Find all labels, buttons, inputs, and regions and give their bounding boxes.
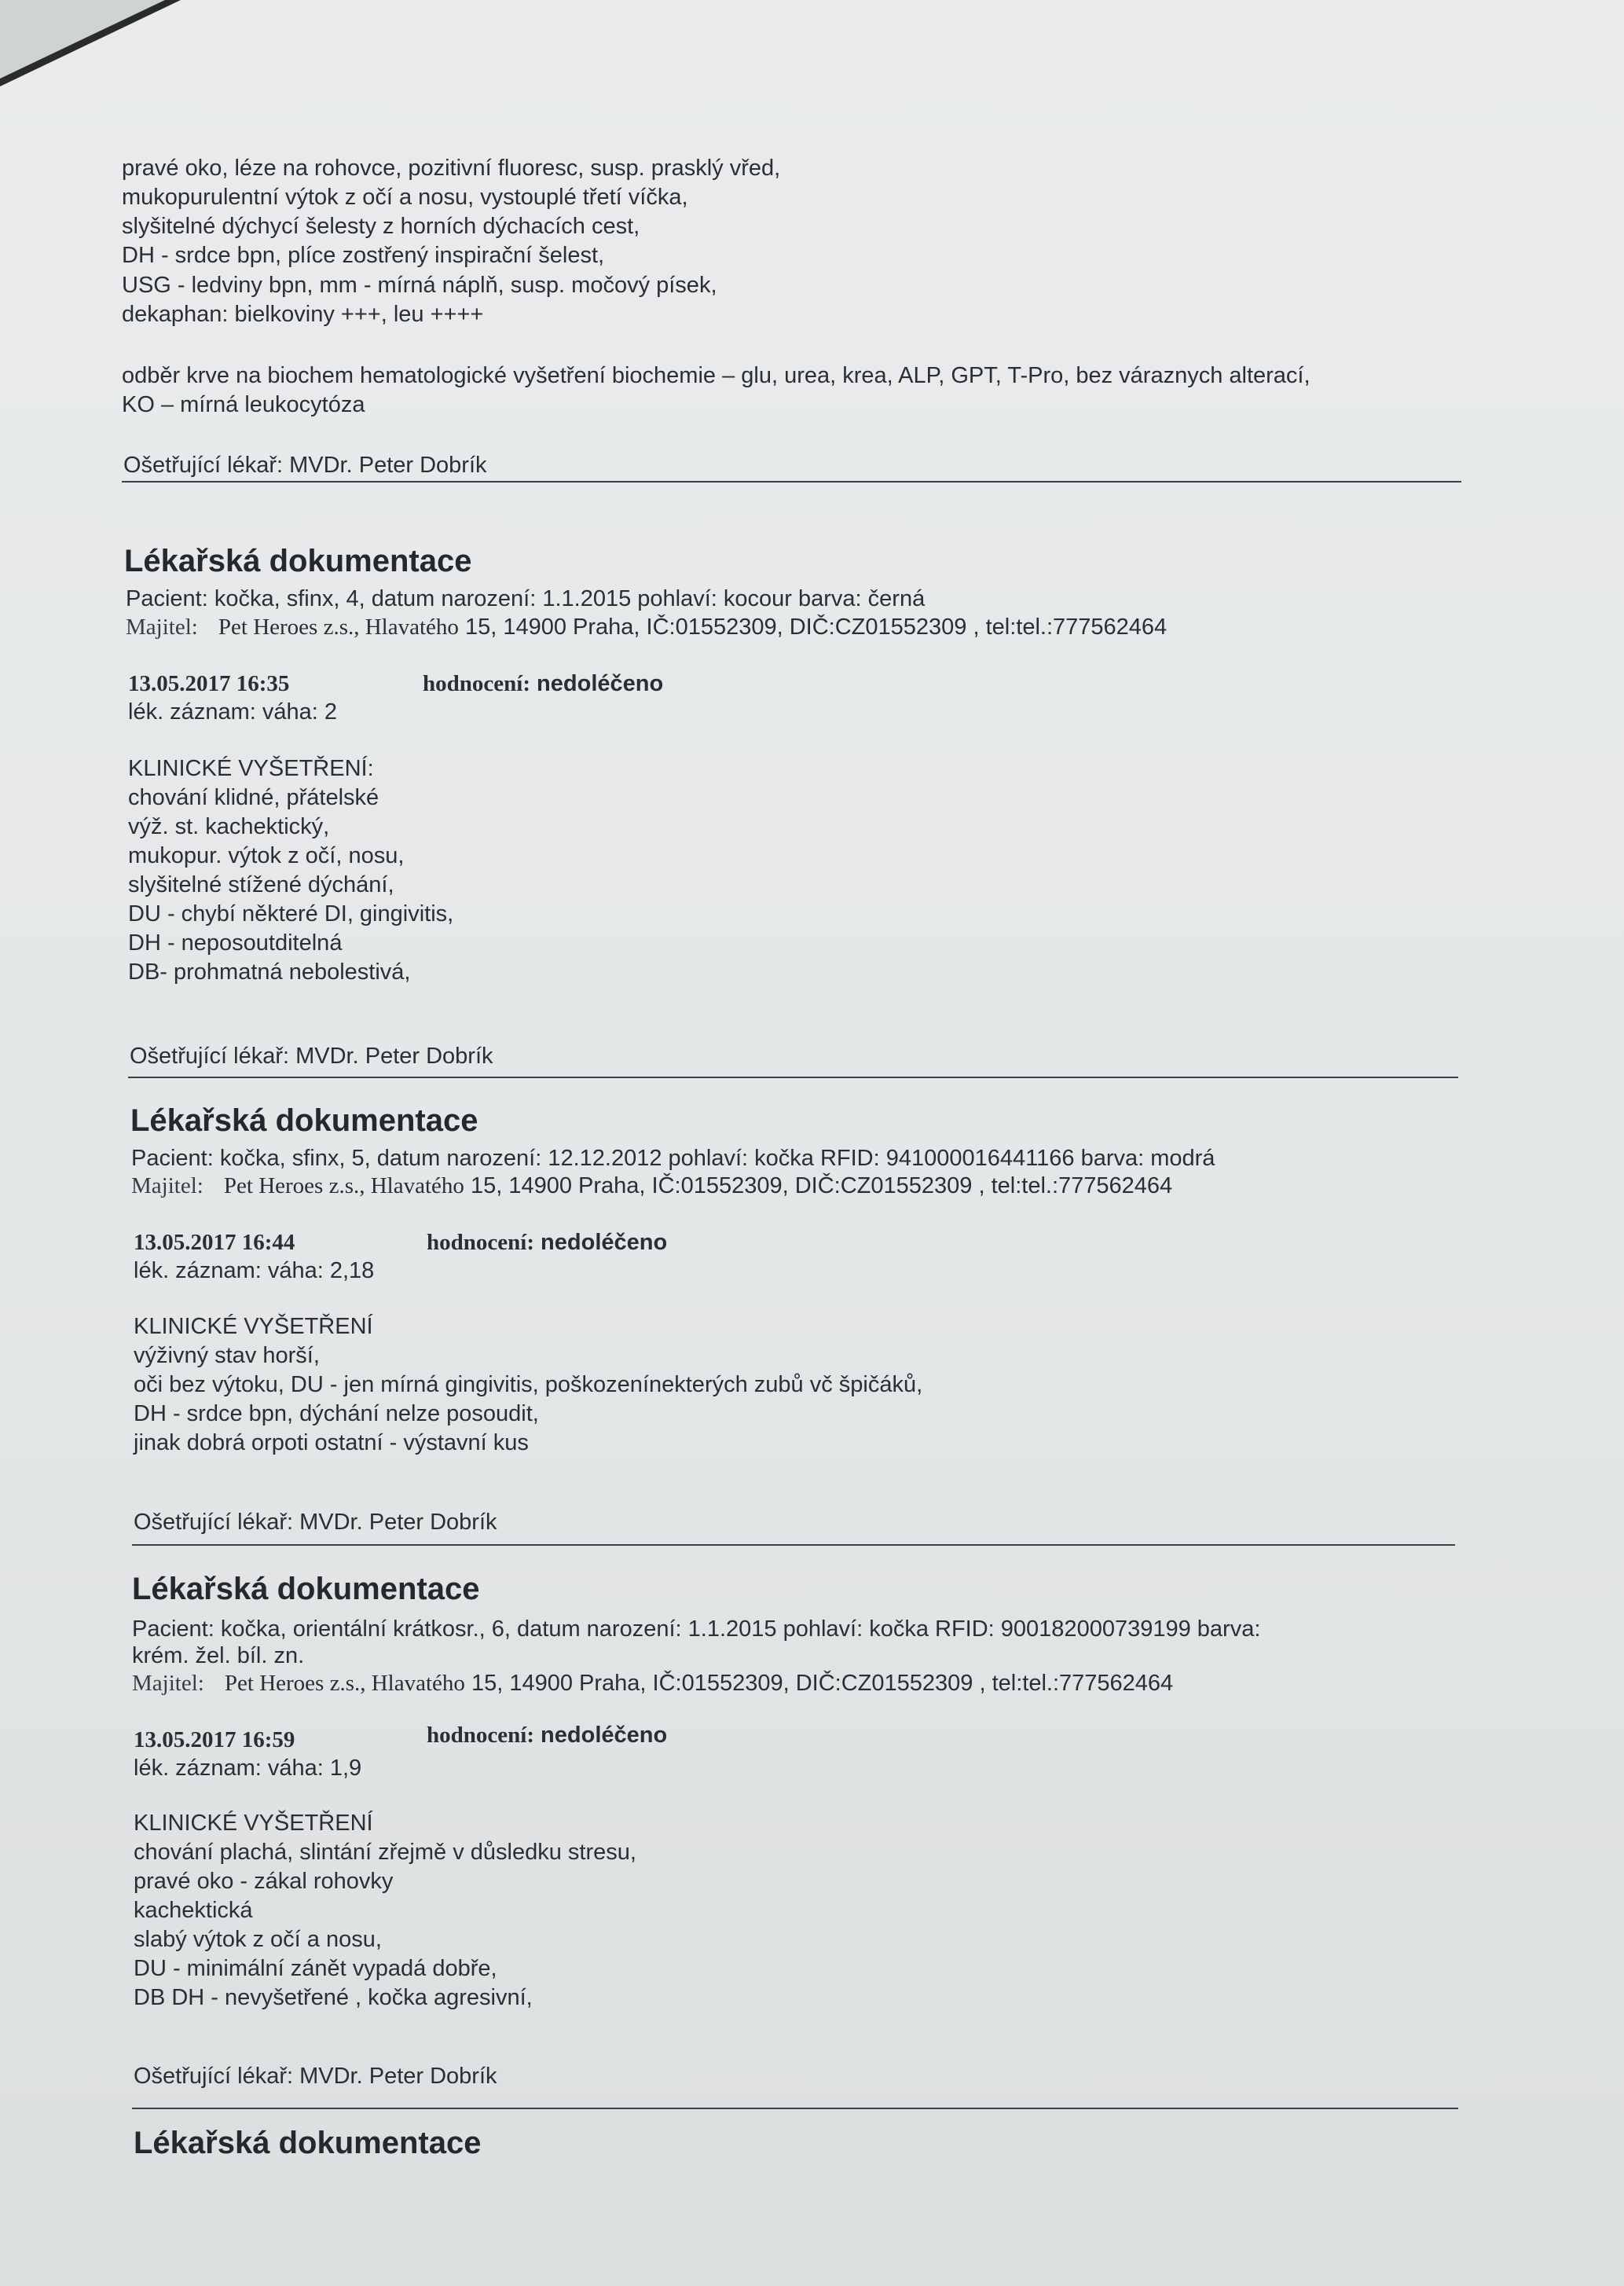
patient-info: Pacient: kočka, orientální krátkosr., 6, datum narození: 1.1.2015 pohlaví: kočka RFID: 900182000739199 barva: — [132, 1616, 1261, 1642]
owner-details: 15, 14900 Praha, IČ:01552309, DIČ:CZ01552309 , tel:tel.:777562464 — [470, 1173, 1173, 1198]
record-datetime: 13.05.2017 16:59 — [134, 1727, 295, 1752]
exam-line: chování plachá, slintání zřejmě v důsledku stresu, — [134, 1840, 636, 1865]
record-weight: lék. záznam: váha: 2,18 — [134, 1258, 375, 1283]
exam-line: kachektická — [134, 1898, 253, 1923]
exam-line: slyšitelné stížené dýchání, — [128, 872, 394, 897]
owner-name: Pet Heroes z.s., Hlavatého — [218, 615, 459, 640]
exam-line: chování klidné, přátelské — [128, 785, 379, 810]
exam-title: KLINICKÉ VYŠETŘENÍ — [134, 1314, 373, 1339]
owner-name: Pet Heroes z.s., Hlavatého — [223, 1173, 464, 1198]
patient-info: krém. žel. bíl. zn. — [132, 1643, 305, 1668]
record-title: Lékařská dokumentace — [132, 1572, 480, 1606]
doctor-signature: Ošetřující lékař: MVDr. Peter Dobrík — [130, 1044, 493, 1069]
exam-line: pravé oko - zákal rohovky — [134, 1869, 394, 1894]
owner-name: Pet Heroes z.s., Hlavatého — [224, 1671, 465, 1696]
text-line: pravé oko, léze na rohovce, pozitivní fluoresc, susp. prasklý vřed, — [122, 156, 781, 181]
rating-value: nedoléčeno — [541, 1230, 668, 1255]
text-line: KO – mírná leukocytóza — [122, 392, 365, 417]
divider — [132, 2108, 1458, 2109]
record-datetime: 13.05.2017 16:35 — [128, 671, 290, 696]
rating-value: nedoléčeno — [541, 1723, 668, 1748]
record-title: Lékařská dokumentace — [124, 544, 472, 578]
owner-info — [131, 1172, 1172, 1200]
exam-line: DB- prohmatná nebolestivá, — [128, 960, 411, 985]
rating-value: nedoléčeno — [537, 671, 664, 696]
exam-line: výž. st. kachektický, — [128, 814, 330, 839]
doctor-signature: Ošetřující lékař: MVDr. Peter Dobrík — [123, 453, 487, 478]
text-line: slyšitelné dýchycí šelesty z horních dýchacích cest, — [122, 214, 640, 239]
owner-info — [126, 613, 1167, 641]
rating — [423, 670, 663, 698]
doctor-signature: Ošetřující lékař: MVDr. Peter Dobrík — [134, 2064, 497, 2089]
owner-info — [132, 1669, 1173, 1697]
owner-label: Majitel: — [126, 615, 198, 640]
exam-line: DH - neposoutditelná — [128, 930, 343, 956]
exam-line: mukopur. výtok z očí, nosu, — [128, 843, 405, 868]
exam-line: DU - minimální zánět vypadá dobře, — [134, 1956, 497, 1981]
divider — [122, 481, 1461, 483]
exam-line: oči bez výtoku, DU - jen mírná gingivitis, poškozenínekterých zubů vč špičáků, — [134, 1372, 923, 1397]
text-line: DH - srdce bpn, plíce zostřený inspirační šelest, — [122, 243, 605, 268]
exam-line: DB DH - nevyšetřené , kočka agresivní, — [134, 1985, 533, 2010]
patient-info: Pacient: kočka, sfinx, 5, datum narození: 12.12.2012 pohlaví: kočka RFID: 941000016441166 barva: modrá — [131, 1146, 1215, 1171]
exam-line: výživný stav horší, — [134, 1343, 320, 1368]
exam-line: slabý výtok z očí a nosu, — [134, 1927, 382, 1952]
folded-corner — [0, 0, 165, 79]
exam-title: KLINICKÉ VYŠETŘENÍ — [134, 1811, 373, 1836]
patient-info: Pacient: kočka, sfinx, 4, datum narození: 1.1.2015 pohlaví: kocour barva: černá — [126, 586, 926, 611]
record-weight: lék. záznam: váha: 2 — [128, 699, 337, 725]
text-line: mukopurulentní výtok z očí a nosu, vystouplé třetí víčka, — [122, 185, 688, 210]
text-line: odběr krve na biochem hematologické vyšetření biochemie – glu, urea, krea, ALP, GPT, T-Pro, bez váraznych alterací, — [122, 363, 1311, 388]
exam-line: DH - srdce bpn, dýchání nelze posoudit, — [134, 1401, 539, 1426]
exam-title: KLINICKÉ VYŠETŘENÍ: — [128, 756, 374, 781]
record-weight: lék. záznam: váha: 1,9 — [134, 1756, 362, 1781]
exam-line: jinak dobrá orpoti ostatní - výstavní kus — [134, 1430, 529, 1455]
record-datetime: 13.05.2017 16:44 — [134, 1230, 295, 1255]
text-line: dekaphan: bielkoviny +++, leu ++++ — [122, 302, 484, 327]
rating — [427, 1721, 667, 1749]
record-title: Lékařská dokumentace — [134, 2126, 482, 2160]
doctor-signature: Ošetřující lékař: MVDr. Peter Dobrík — [134, 1510, 497, 1535]
rating — [427, 1228, 667, 1257]
record-title: Lékařská dokumentace — [130, 1103, 478, 1138]
rating-label: hodnocení: — [427, 1230, 534, 1255]
owner-details: 15, 14900 Praha, IČ:01552309, DIČ:CZ01552309 , tel:tel.:777562464 — [464, 615, 1168, 640]
owner-details: 15, 14900 Praha, IČ:01552309, DIČ:CZ01552309 , tel:tel.:777562464 — [471, 1671, 1174, 1696]
rating-label: hodnocení: — [427, 1723, 534, 1748]
text-line: USG - ledviny bpn, mm - mírná náplň, susp. močový písek, — [122, 273, 717, 298]
rating-label: hodnocení: — [423, 671, 530, 696]
owner-label: Majitel: — [132, 1671, 204, 1696]
owner-label: Majitel: — [131, 1173, 203, 1198]
divider — [132, 1544, 1455, 1546]
exam-line: DU - chybí některé DI, gingivitis, — [128, 901, 454, 927]
divider — [128, 1077, 1458, 1078]
